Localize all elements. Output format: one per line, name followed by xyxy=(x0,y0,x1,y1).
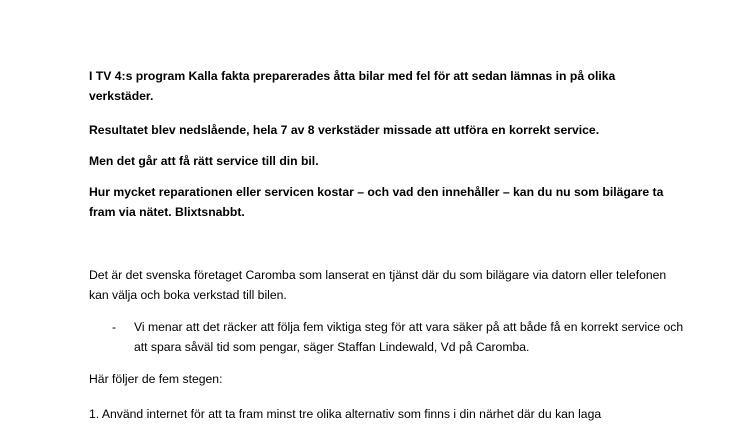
intro-paragraph-1: I TV 4:s program Kalla fakta preparerades åtta bilar med fel för att sedan lämnas in på olika verkstäder. xyxy=(89,69,616,103)
intro-paragraph-2: Resultatet blev nedslående, hela 7 av 8 verkstäder missade att utföra en korrekt service. xyxy=(89,123,600,137)
bullet-text: Vi menar att det räcker att följa fem viktiga steg för att vara säker på att både få en korrekt service och att spara såväl tid som pengar, säger Staffan Lindewald, Vd på Caromba. xyxy=(134,320,684,354)
body-paragraph: Det är det svenska företaget Caromba som lanserat en tjänst där du som bilägare via datorn eller telefonen kan välja och boka verkstad till bilen. xyxy=(89,268,667,302)
intro-paragraph-3: Men det går att få rätt service till din bil. xyxy=(89,154,319,168)
steps-intro: Här följer de fem stegen: xyxy=(89,372,223,386)
bullet-marker: - xyxy=(112,320,117,334)
intro-paragraph-4: Hur mycket reparationen eller servicen kostar – och vad den innehåller – kan du nu som bilägare ta fram via nätet. Blixtsnabbt. xyxy=(89,185,664,219)
step-1: 1. Använd internet för att ta fram minst tre olika alternativ som finns i din närhet där du kan laga xyxy=(89,407,602,421)
